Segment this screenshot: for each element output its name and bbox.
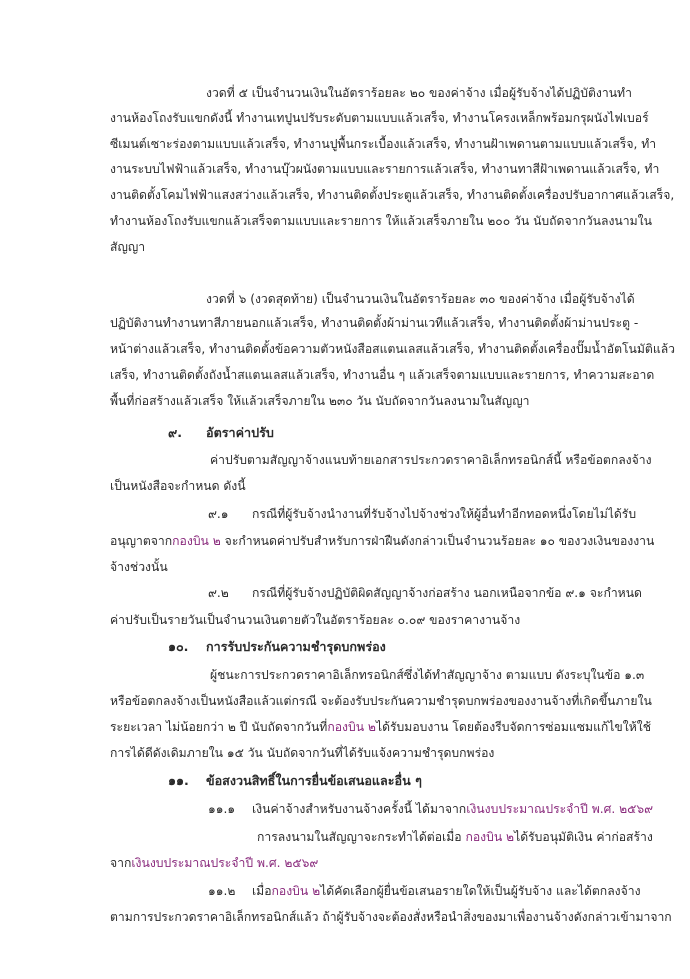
text-run: เสร็จ, ทำงานติดตั้งถังน้ำสแตนเลสแล้วเสร็จ, ทำงานอื่น ๆ แล้วเสร็จตามแบบและรายการ, ทำความสะอาด xyxy=(110,368,655,382)
text-run: ค่าปรับเป็นรายวันเป็นจำนวนเงินตายตัวในอัตราร้อยละ ๐.๐๙ ของราคางานจ้าง xyxy=(110,613,521,627)
text-run: งานห้องโถงรับแขกดังนี้ ทำงานเทปูนปรับระดับตามแบบแล้วเสร็จ, ทำงานโครงเหล็กพร้อมกรุผนังไฟเบอร์ xyxy=(110,111,649,125)
text-run: พื้นที่ก่อสร้างแล้วเสร็จ ให้แล้วเสร็จภายใน ๒๓๐ วัน นับถัดจากวันลงนามในสัญญา xyxy=(110,394,530,408)
text-run: สัญญา xyxy=(110,240,146,254)
text-run: งวดที่ ๖ (งวดสุดท้าย) เป็นจำนวนเงินในอัตราร้อยละ ๓๐ ของค่าจ้าง เมื่อผู้รับจ้างได้ xyxy=(206,292,635,306)
section-heading xyxy=(168,772,422,790)
text-run: อนุญาตจาก xyxy=(110,534,173,548)
text-line xyxy=(110,238,145,256)
text-line xyxy=(208,505,636,523)
text-run: อัตราค่าปรับ xyxy=(206,425,274,440)
text-line xyxy=(110,109,649,127)
text-run: เงินค่าจ้างสำหรับงานจ้างครั้งนี้ ได้มาจาก xyxy=(252,802,467,816)
text-run: ทำงานห้องโถงรับแขกแล้วเสร็จตามแบบและรายการ ให้แล้วเสร็จภายใน ๒๐๐ วัน นับถัดจากวันลงนามใน xyxy=(110,214,652,228)
text-run: หรือข้อตกลงจ้างเป็นหนังสือแล้วแต่กรณี จะต้องรับประกันความชำรุดบกพร่องของงานจ้างที่เกิดขึ้นภายใน xyxy=(110,694,652,708)
text-run: ปฏิบัติงานทำงานทาสีภายนอกแล้วเสร็จ, ทำงานติดตั้งผ้าม่านเวทีแล้วเสร็จ, ทำงานติดตั้งผ้าม่านประตู - xyxy=(110,316,639,330)
text-run: เมื่อ xyxy=(252,884,272,898)
text-line xyxy=(110,744,494,762)
clause-number: ๑๑.๑ xyxy=(208,802,236,816)
text-line xyxy=(208,584,642,602)
text-run: เป็นหนังสือจะกำหนด ดังนี้ xyxy=(110,479,246,493)
text-run: หน้าต่างแล้วเสร็จ, ทำงานติดตั้งข้อความตัวหนังสือสแตนเลสแล้วเสร็จ, ทำงานติดตั้งเครื่องปั๊มน้ำอัตโนมัติแล้ว xyxy=(110,342,676,356)
text-line xyxy=(110,611,520,629)
text-line xyxy=(110,186,674,204)
text-line xyxy=(210,666,644,684)
text-line xyxy=(208,800,653,818)
filled-in-value: กองบิน ๒ xyxy=(465,830,515,844)
text-line xyxy=(110,854,318,872)
clause-number: ๙.๑ xyxy=(208,507,229,521)
clause-number: ๑๑.๒ xyxy=(208,884,236,898)
text-line xyxy=(110,212,652,230)
text-line xyxy=(110,314,638,332)
text-line xyxy=(110,340,675,358)
text-run: จ้างช่วงนั้น xyxy=(110,560,168,574)
text-run: ได้รับมอบงาน โดยต้องรีบจัดการซ่อมแซมแก้ไขให้ใช้ xyxy=(375,720,651,734)
text-line xyxy=(110,558,168,576)
text-run: งานติดตั้งโคมไฟฟ้าแสงสว่างแล้วเสร็จ, ทำงานติดตั้งประตูแล้วเสร็จ, ทำงานติดตั้งเครื่องปรับอากาศแล้วเสร็จ, xyxy=(110,188,675,202)
text-line xyxy=(110,477,246,495)
text-run: การได้ดีดังเดิมภายใน ๑๕ วัน นับถัดจากวันที่ได้รับแจ้งความชำรุดบกพร่อง xyxy=(110,746,495,760)
text-run: ระยะเวลา ไม่น้อยกว่า ๒ ปี นับถัดจากวันที่ xyxy=(110,720,328,734)
text-line xyxy=(110,160,659,178)
text-run: ข้อสงวนสิทธิ์ในการยื่นข้อเสนอและอื่น ๆ xyxy=(206,773,422,788)
text-run: กรณีที่ผู้รับจ้างปฏิบัติผิดสัญญาจ้างก่อสร้าง นอกเหนือจากข้อ ๙.๑ จะกำหนด xyxy=(252,586,642,600)
text-run: ค่าปรับตามสัญญาจ้างแนบท้ายเอกสารประกวดราคาอิเล็กทรอนิกส์นี้ หรือข้อตกลงจ้าง xyxy=(210,453,652,467)
text-run: จะกำหนดค่าปรับสำหรับการฝ่าฝืนดังกล่าวเป็นจำนวนร้อยละ ๑๐ ของวงเงินของงาน xyxy=(220,534,655,548)
text-run: งวดที่ ๕ เป็นจำนวนเงินในอัตราร้อยละ ๒๐ ของค่าจ้าง เมื่อผู้รับจ้างได้ปฏิบัติงานทำ xyxy=(206,86,632,100)
text-line xyxy=(208,882,641,900)
text-run: จาก xyxy=(110,856,132,870)
text-run: การลงนามในสัญญาจะกระทำได้ต่อเมื่อ xyxy=(257,830,466,844)
text-line xyxy=(110,718,651,736)
clause-number: ๙.๒ xyxy=(208,586,229,600)
text-run: ได้รับอนุมัติเงิน ค่าก่อสร้าง xyxy=(514,830,653,844)
text-run: ผู้ชนะการประกวดราคาอิเล็กทรอนิกส์ซึ่งได้ทำสัญญาจ้าง ตามแบบ ดังระบุในข้อ ๑.๓ xyxy=(210,668,645,682)
section-heading xyxy=(168,424,274,442)
text-line xyxy=(257,828,653,846)
filled-in-value: กองบิน ๒ xyxy=(327,720,376,734)
text-run: ซีเมนต์เซาะร่องตามแบบแล้วเสร็จ, ทำงานปูพื้นกระเบื้องแล้วเสร็จ, ทำงานฝ้าเพดานตามแบบแล้วเสร็จ, ทำ xyxy=(110,137,657,151)
text-run: ได้คัดเลือกผู้ยื่นข้อเสนอรายใดให้เป็นผู้รับจ้าง และได้ตกลงจ้าง xyxy=(320,884,641,898)
text-line xyxy=(206,84,632,102)
section-heading xyxy=(168,638,386,656)
filled-in-value: กองบิน ๒ xyxy=(172,534,221,548)
text-line xyxy=(206,290,635,308)
text-run: ตามการประกวดราคาอิเล็กทรอนิกส์แล้ว ถ้าผู้รับจ้างจะต้องสั่งหรือนำสิ่งของมาเพื่องานจ้างดังกล่าวเข้ามาจาก xyxy=(110,910,672,924)
text-line xyxy=(110,532,654,550)
text-run: การรับประกันความชำรุดบกพร่อง xyxy=(206,639,386,654)
text-line xyxy=(110,392,529,410)
clause-number: ๙. xyxy=(168,425,183,440)
text-run: งานระบบไฟฟ้าแล้วเสร็จ, ทำงานบุ๊วผนังตามแบบและรายการแล้วเสร็จ, ทำงานทาสีฝ้าเพดานแล้วเสร็จ, ทำ xyxy=(110,162,660,176)
text-line xyxy=(210,451,652,469)
filled-in-value: เงินงบประมาณประจำปี พ.ศ. ๒๕๖๙ xyxy=(466,802,654,816)
text-line xyxy=(110,135,656,153)
filled-in-value: กองบิน ๒ xyxy=(271,884,321,898)
filled-in-value: เงินงบประมาณประจำปี พ.ศ. ๒๕๖๙ xyxy=(131,856,319,870)
clause-number: ๑๐. xyxy=(168,639,189,654)
text-line xyxy=(110,692,652,710)
clause-number: ๑๑. xyxy=(168,773,189,788)
text-line xyxy=(110,908,672,926)
text-run: กรณีที่ผู้รับจ้างนำงานที่รับจ้างไปจ้างช่วงให้ผู้อื่นทำอีกทอดหนึ่งโดยไม่ได้รับ xyxy=(252,507,637,521)
text-line xyxy=(110,366,654,384)
